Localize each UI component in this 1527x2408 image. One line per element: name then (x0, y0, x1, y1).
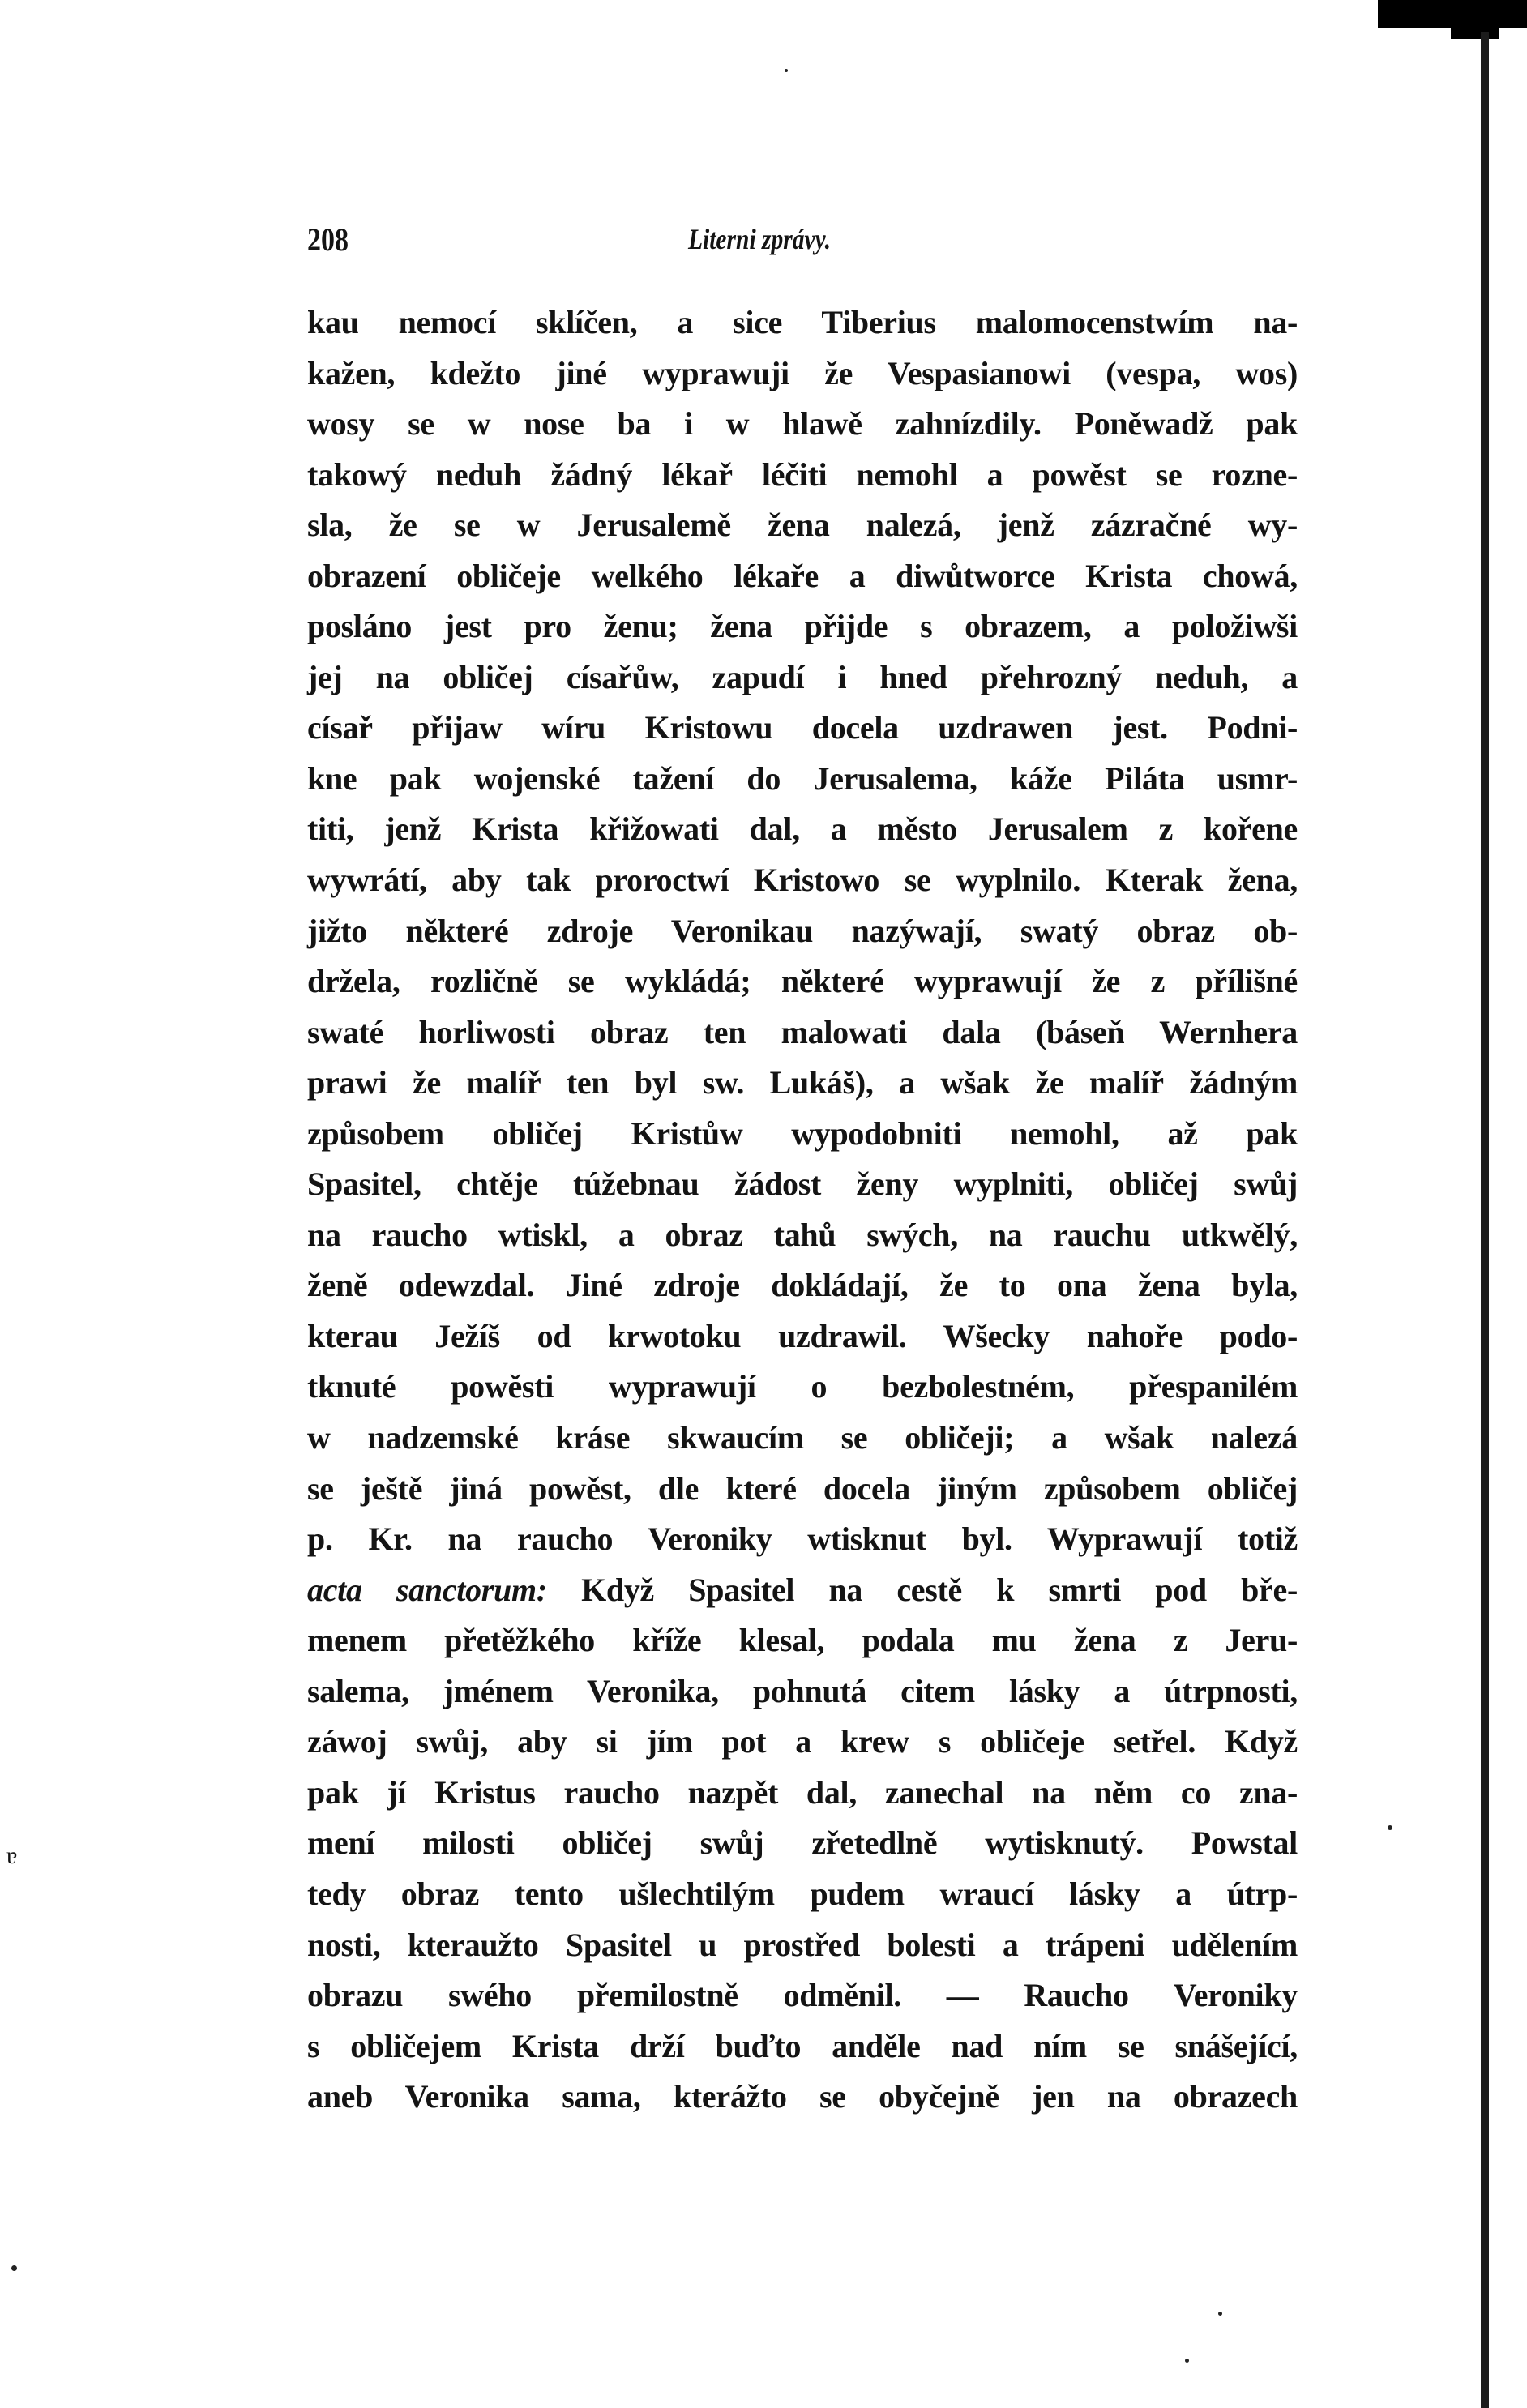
text-line: pak jí Kristus raucho nazpět dal, zanechal na něm co zna- (307, 1773, 1298, 1811)
italic-phrase: acta sanctorum: (307, 1571, 547, 1608)
scan-speck (11, 2265, 17, 2271)
text-line: titi, jenž Krista křižowati dal, a město Jerusalem z kořene (307, 811, 1298, 848)
page-number: 208 (307, 221, 349, 258)
body-text (307, 297, 1298, 2123)
text-line: tedy obraz tento ušlechtilým pudem wraucí lásky a útrp- (307, 1875, 1298, 1912)
scan-page-edge (1481, 32, 1489, 2408)
line-text: Když Spasitel na cestě k smrti pod bře- (546, 1571, 1298, 1608)
text-line: způsobem obličej Kristůw wypodobniti nemohl, až pak (307, 1114, 1298, 1152)
text-line: kau nemocí sklíčen, a sice Tiberius malomocenstwím na- (307, 304, 1298, 340)
text-line: p. Kr. na raucho Veroniky wtisknut byl. Wyprawují totiž (307, 1521, 1298, 1558)
text-line: wosy se w nose ba i w hlawě zahnízdily. Poněwadž pak (307, 405, 1298, 443)
text-line: wywrátí, aby tak proroctwí Kristowo se wyplnilo. Kterak žena, (307, 862, 1298, 899)
text-line: nosti, kteraužto Spasitel u prostřed bolesti a trápeni udělením (307, 1926, 1298, 1963)
text-line: obrazení obličeje welkého lékaře a diwůtworce Krista chowá, (307, 557, 1298, 594)
text-line: císař přijaw wíru Kristowu docela uzdrawen jest. Podni- (307, 709, 1298, 746)
running-head: Literni zprávy. (688, 223, 832, 255)
text-line: na raucho wtiskl, a obraz tahů swých, na rauchu utkwělý, (307, 1216, 1298, 1253)
text-line: kterau Ježíš od krwotoku uzdrawil. Wšecky nahoře podo- (307, 1317, 1298, 1354)
text-line: kažen, kdežto jiné wyprawuji že Vespasianowi (vespa, wos) (307, 354, 1298, 391)
scan-border-top-corner (1451, 0, 1499, 39)
text-line: obrazu swého přemilostně odměnil. — Raucho Veroniky (307, 1977, 1298, 2014)
text-line: záwoj swůj, aby si jím pot a krew s obličeje setřel. Když (307, 1723, 1298, 1760)
text-line: salema, jménem Veronika, pohnutá citem lásky a útrpnosti, (307, 1672, 1298, 1709)
scan-speck (785, 69, 788, 72)
scan-speck (1185, 2359, 1189, 2363)
text-line (307, 1565, 1298, 1616)
text-line: posláno jest pro ženu; žena přijde s obrazem, a položiwši (307, 608, 1298, 645)
scan-ink-mark: ɐ (6, 1842, 18, 1869)
text-line: s obličejem Krista drží buďto anděle nad ním se snášející, (307, 2027, 1298, 2064)
text-line: kne pak wojenské tažení do Jerusalema, káže Piláta usmr- (307, 759, 1298, 797)
text-line: sla, že se w Jerusalemě žena nalezá, jenž zázračné wy- (307, 507, 1298, 544)
text-line: tknuté powěsti wyprawují o bezbolestném, přespanilém (307, 1368, 1298, 1405)
text-line: aneb Veronika sama, kterážto se obyčejně jen na obrazech (307, 2078, 1298, 2115)
text-line: jej na obličej císařůw, zapudí i hned přehrozný neduh, a (307, 658, 1298, 695)
text-line: držela, rozličně se wykládá; některé wyprawují že z přílišné (307, 963, 1298, 1000)
scan-speck (1388, 1825, 1392, 1830)
text-line: Spasitel, chtěje túžebnau žádost ženy wyplniti, obličej swůj (307, 1166, 1298, 1203)
text-line: jižto některé zdroje Veronikau nazýwají, swatý obraz ob- (307, 912, 1298, 949)
scan-speck (1218, 2312, 1222, 2316)
text-line: prawi že malíř ten byl sw. Lukáš), a wšak že malíř žádným (307, 1064, 1298, 1101)
text-line: se ještě jiná powěst, dle které docela jiným způsobem obličej (307, 1469, 1298, 1507)
text-line: takowý neduh žádný lékař léčiti nemohl a powěst se rozne- (307, 456, 1298, 493)
text-line: swaté horliwosti obraz ten malowati dala (báseň Wernhera (307, 1013, 1298, 1050)
text-line: mení milosti obličej swůj zřetedlně wytisknutý. Powstal (307, 1824, 1298, 1862)
text-line: ženě odewzdal. Jiné zdroje dokládají, že to ona žena byla, (307, 1267, 1298, 1304)
text-line: w nadzemské kráse skwaucím se obličeji; a wšak nalezá (307, 1419, 1298, 1456)
text-line: menem přetěžkého kříže klesal, podala mu žena z Jeru- (307, 1622, 1298, 1659)
